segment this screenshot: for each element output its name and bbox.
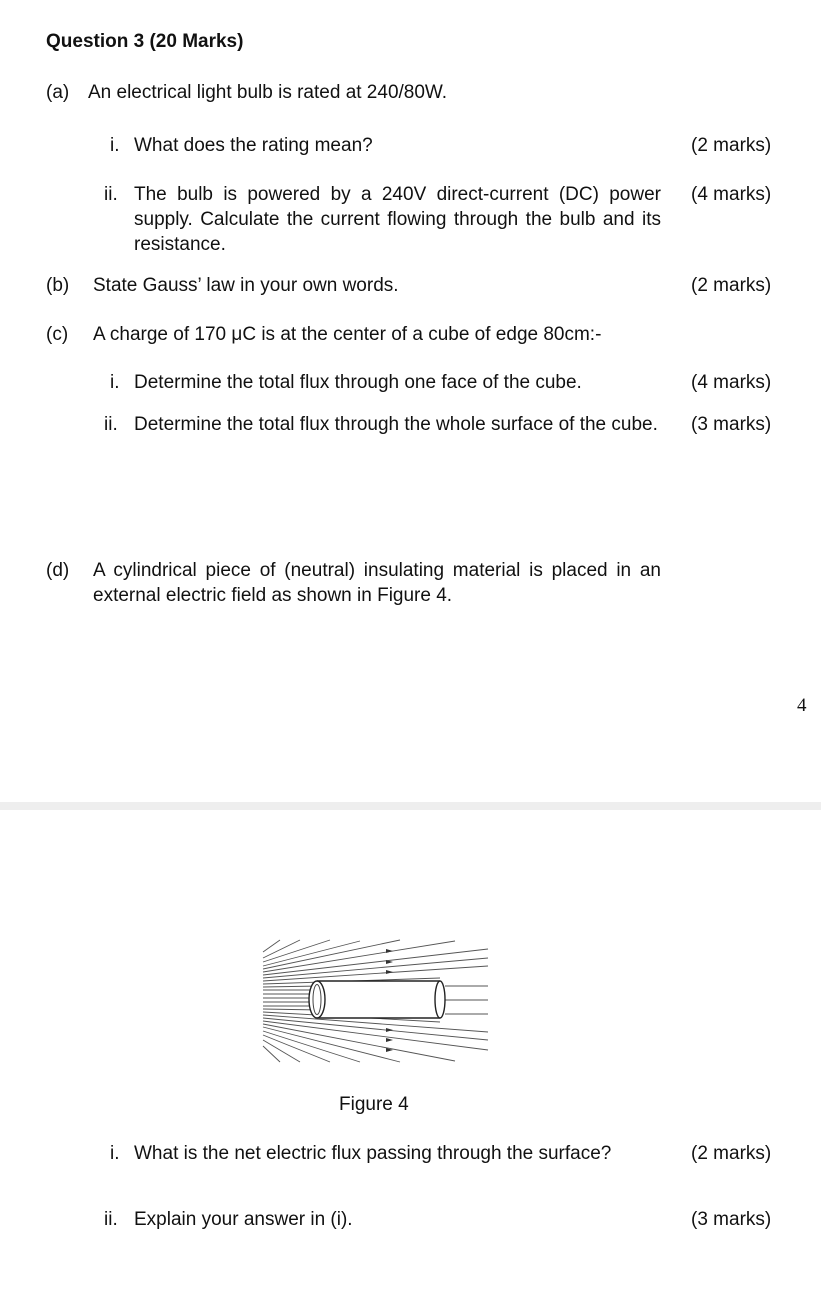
part-c-item-2-text: Determine the total flux through the whole surface of the cube. (134, 414, 658, 435)
part-b-text: State Gauss’ law in your own words. (93, 275, 399, 296)
page-number: 4 (797, 695, 807, 716)
part-c-label: (c) (46, 324, 69, 345)
page-break (0, 802, 821, 810)
part-c-text: A charge of 170 μC is at the center of a cube of edge 80cm:- (93, 324, 602, 345)
part-d-item-1-label: i. (110, 1143, 120, 1164)
part-a-text: An electrical light bulb is rated at 240/80W. (88, 82, 448, 103)
part-c-item-1-text: Determine the total flux through one face of the cube. (134, 372, 582, 393)
part-d-item-2-text: Explain your answer in (i). (134, 1209, 353, 1230)
part-c-item-1-marks: (4 marks) (691, 372, 772, 393)
part-b-marks: (2 marks) (691, 275, 772, 296)
part-a-item-1-marks: (2 marks) (691, 135, 772, 156)
part-d-item-2-label: ii. (104, 1209, 118, 1230)
part-a-item-2-marks: (4 marks) (691, 184, 772, 205)
part-d-text: A cylindrical piece of (neutral) insulating material is placed in an external electric field as shown in Figure 4. (93, 560, 661, 606)
cylinder-shape (309, 981, 445, 1018)
part-a-label: (a) (46, 82, 70, 103)
figure-4-diagram (260, 936, 492, 1066)
part-d-label: (d) (46, 560, 70, 581)
part-a-item-1-text: What does the rating mean? (134, 135, 373, 156)
part-d-item-2-marks: (3 marks) (691, 1209, 772, 1230)
part-c-item-2-label: ii. (104, 414, 118, 435)
part-d-item-1-marks: (2 marks) (691, 1143, 772, 1164)
part-a-item-1-label: i. (110, 135, 120, 156)
question-heading: Question 3 (20 Marks) (46, 31, 244, 52)
part-a-item-2-label: ii. (104, 184, 118, 205)
part-c-item-1-label: i. (110, 372, 120, 393)
figure-4-caption: Figure 4 (339, 1094, 409, 1115)
part-d-item-1-text: What is the net electric flux passing through the surface? (134, 1143, 612, 1164)
part-a-item-2-text: The bulb is powered by a 240V direct-current (DC) power supply. Calculate the current flowing through the bulb and its resistance. (134, 184, 661, 255)
part-b-label: (b) (46, 275, 70, 296)
part-c-item-2-marks: (3 marks) (691, 414, 772, 435)
